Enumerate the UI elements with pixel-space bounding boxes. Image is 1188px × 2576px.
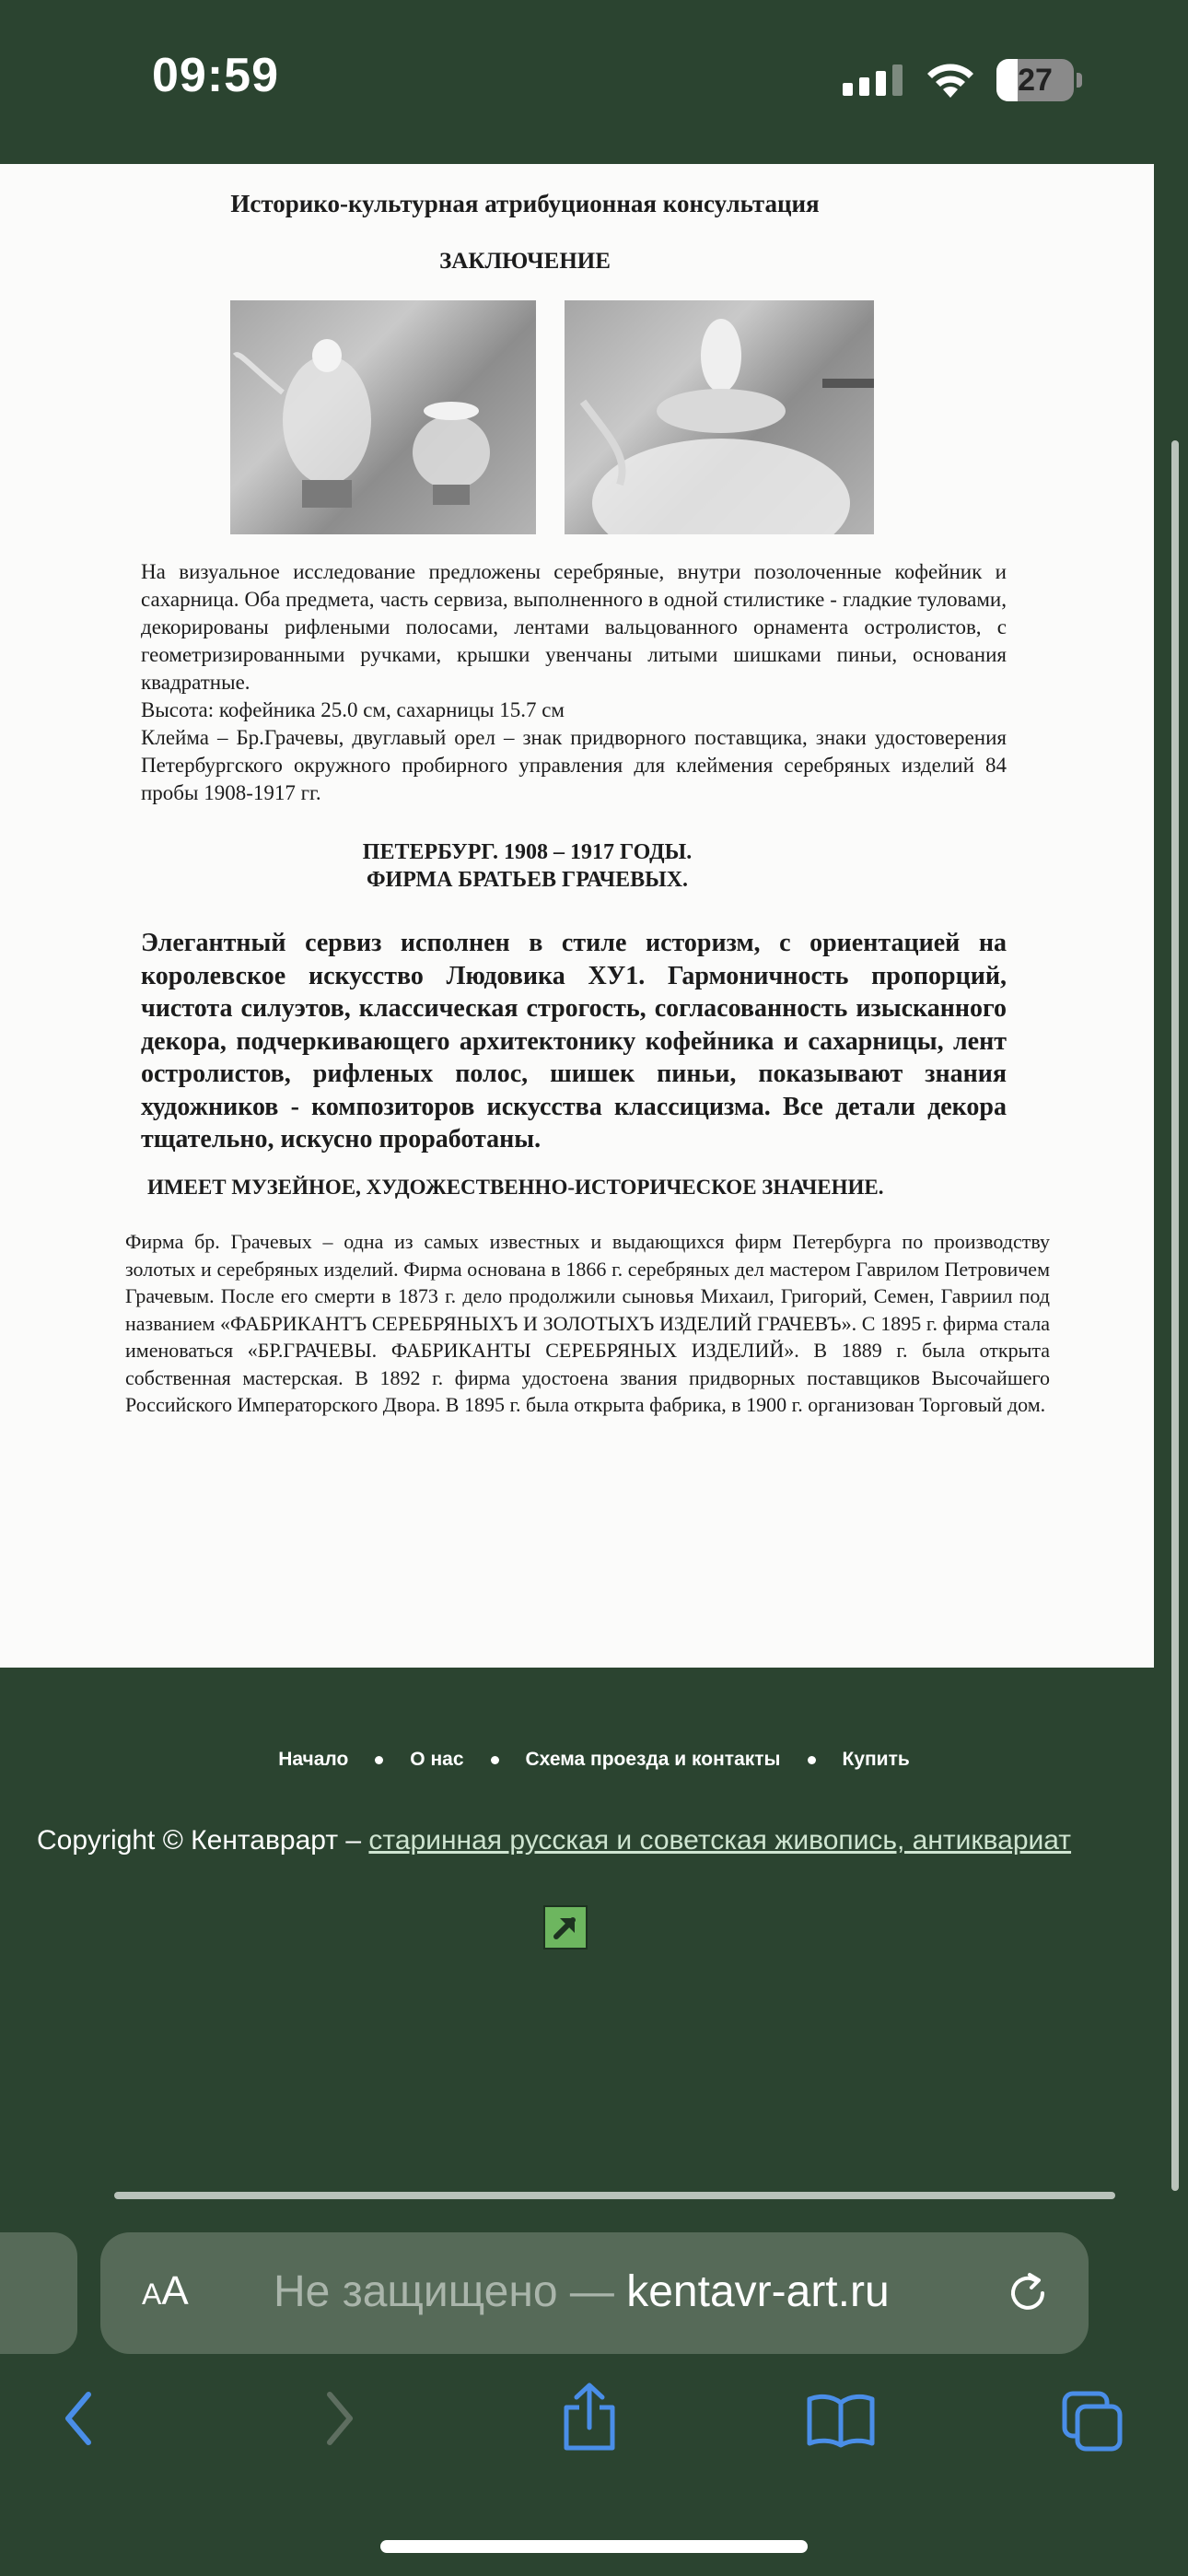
security-label: Не защищено —: [274, 2267, 627, 2316]
document-title: Историко-культурная атрибуционная консультация: [230, 190, 820, 217]
paragraph-firm-history: Фирма бр. Грачевых – одна из самых известных и выдающихся фирм Петербурга по производству золотых и серебряных изделий. Фирма основана в 1866 г. серебряных дел мастером Гаврилом Петровичем Грачевым. После его смерти в 1873 г. дело продолжили сыновья Михаил, Григорий, Семен, Гавриил под названием «ФАБРИКАНТЪ СЕРЕБРЯНЫХЪ И ЗОЛОТЫХЪ ИЗДЕЛИЙ ГРАЧЕВЪ». С 1895 г. фирма стала именоваться «БР.ГРАЧЕВЫ. ФАБРИКАНТЫ СЕРЕБРЯНЫХ ИЗДЕЛИЙ». В 1889 г. была открыта собственная мастерская. В 1892 г. фирма удостоена звания придворных поставщиков Высочайшего Российского Императорского Двора. В 1895 г. была открыта фабрика, в 1900 г. организован Торговый дом.: [125, 1230, 1050, 1416]
paragraph-evaluation: Элегантный сервиз исполнен в стиле историзм, с ориентацией на королевское искусство Людовика ХУ1. Гармоничность пропорций, чистота силуэтов, классическая строгость, согласованность изысканного декора, подчеркивающего архитектонику кофейника и сахарницы, лент остролистов, рифленых полос, шишек пиньи, показывают знания художников - композиторов искусства классицизма. Все детали декора тщательно, искусно проработаны.: [141, 929, 1007, 1153]
bookmarks-icon[interactable]: [806, 2392, 876, 2449]
document-page: [0, 164, 1154, 1668]
arrow-up-right-icon: [545, 1907, 586, 1948]
share-icon[interactable]: [559, 2382, 620, 2453]
external-link-button[interactable]: [543, 1905, 588, 1950]
battery-icon: [996, 59, 1081, 101]
aa-small: A: [142, 2277, 162, 2311]
firm-line: ФИРМА БРАТЬЕВ ГРАЧЕВЫХ.: [366, 868, 689, 892]
nav-link-directions[interactable]: Схема проезда и контакты: [525, 1749, 781, 1770]
place-date-line: ПЕТЕРБУРГ. 1908 – 1917 ГОДЫ.: [362, 840, 693, 864]
copyright-link[interactable]: старинная русская и советская живопись, антиквариат: [368, 1825, 1072, 1856]
photo-coffeepot-and-sugar-bowl: [230, 300, 536, 534]
page-settings-button[interactable]: [142, 2268, 189, 2314]
home-indicator[interactable]: [380, 2540, 808, 2553]
paragraph-description: На визуальное исследование предложены серебряные, внутри позолоченные кофейник и сахарница. Оба предмета, часть сервиза, выполненного в одной стилистике - гладкие туловами, декорированы рифлеными полосами, лентами вальцованного орнамента остролистов, с геометризированными ручками, крышки увенчаны литыми шишками пиньи, основания квадратные.: [141, 560, 1007, 694]
aa-big: A: [161, 2268, 189, 2313]
cellular-signal-icon: [843, 64, 903, 96]
status-bar: [0, 0, 1188, 161]
previous-tab-preview[interactable]: [0, 2232, 77, 2354]
forward-icon[interactable]: [320, 2389, 357, 2448]
battery-percent: 27: [1018, 63, 1053, 98]
nav-link-home[interactable]: Начало: [278, 1749, 349, 1770]
url-display[interactable]: [274, 2266, 890, 2317]
nav-link-about[interactable]: О нас: [410, 1749, 464, 1770]
clock: 09:59: [152, 49, 279, 102]
back-icon[interactable]: [61, 2389, 98, 2448]
wifi-icon: [923, 57, 978, 100]
reload-icon[interactable]: [1004, 2269, 1052, 2317]
photo-coffeepot-closeup: [565, 300, 874, 534]
vertical-scrollbar[interactable]: [1171, 440, 1179, 2191]
copyright-text: Copyright © Кентаврарт –: [37, 1825, 369, 1856]
document-subtitle: ЗАКЛЮЧЕНИЕ: [439, 249, 611, 274]
horizontal-scrollbar[interactable]: [114, 2192, 1115, 2199]
paragraph-height: Высота: кофейника 25.0 см, сахарницы 15.7 см: [141, 698, 565, 721]
footer-nav: [0, 1749, 1188, 1771]
url-domain: kentavr-art.ru: [626, 2267, 890, 2316]
nav-link-buy[interactable]: Купить: [842, 1749, 910, 1770]
paragraph-marks: Клейма – Бр.Грачевы, двуглавый орел – знак придворного поставщика, знаки удостоверения Петербургского окружного пробирного управления для клеймения серебряных изделий 84 пробы 1908-1917 гг.: [141, 726, 1007, 804]
tabs-icon[interactable]: [1061, 2390, 1125, 2454]
museum-significance-line: ИМЕЕТ МУЗЕЙНОЕ, ХУДОЖЕСТВЕННО-ИСТОРИЧЕСКОЕ ЗНАЧЕНИЕ.: [147, 1176, 884, 1199]
copyright: [37, 1825, 1071, 1856]
